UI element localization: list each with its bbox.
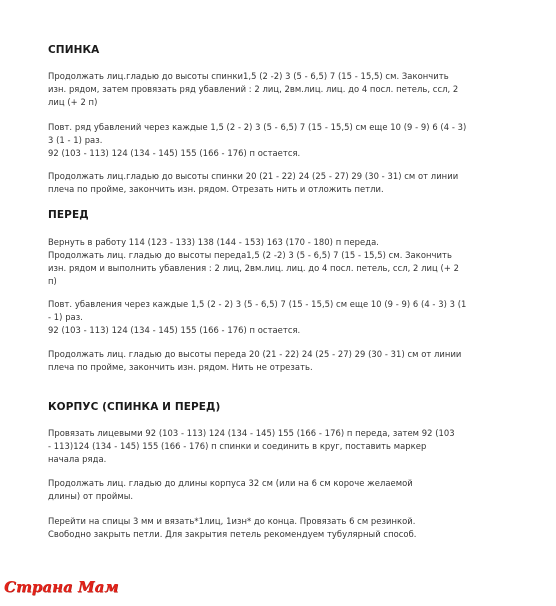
text-line: начала ряда. <box>48 454 107 464</box>
text-line: Продолжать лиц.гладью до высоты спинки1,5 (2 -2) 3 (5 - 6,5) 7 (15 - 15,5) см. Закончить <box>48 71 449 81</box>
text-line: - 113)124 (134 - 145) 155 (166 - 176) п спинки и соединить в круг, поставить маркер <box>48 441 427 451</box>
text-line: - 1) раз. <box>48 312 83 322</box>
text-line: п) <box>48 276 57 286</box>
text-line: Перейти на спицы 3 мм и вязать*1лиц, 1изн* до конца. Провязать 6 см резинкой. <box>48 516 416 526</box>
text-line: плеча по пройме, закончить изн. рядом. Нить не отрезать. <box>48 362 313 372</box>
text-line: плеча по пройме, закончить изн. рядом. Отрезать нить и отложить петли. <box>48 184 384 194</box>
section-heading-body: КОРПУС (СПИНКА И ПЕРЕД) <box>48 401 221 413</box>
section-heading-front: ПЕРЕД <box>48 209 89 221</box>
watermark-logo: Страна Мам <box>4 578 119 596</box>
text-line: 3 (1 - 1) раз. <box>48 135 103 145</box>
text-line: Провязать лицевыми 92 (103 - 113) 124 (134 - 145) 155 (166 - 176) п переда, затем 92 (103 <box>48 428 455 438</box>
section-heading-back: СПИНКА <box>48 44 100 56</box>
text-line: Продолжать лиц. гладью до высоты переда 20 (21 - 22) 24 (25 - 27) 29 (30 - 31) см от линии <box>48 349 462 359</box>
text-line: длины) от проймы. <box>48 491 134 501</box>
text-line: Продолжать лиц. гладью до высоты переда1,5 (2 -2) 3 (5 - 6,5) 7 (15 - 15,5) см. Закончить <box>48 250 452 260</box>
text-line: изн. рядом и выполнить убавления : 2 лиц, 2вм.лиц. лиц. до 4 посл. петель, ссл, 2 лиц (+ 2 <box>48 263 459 273</box>
text-line: 92 (103 - 113) 124 (134 - 145) 155 (166 - 176) п остается. <box>48 325 301 335</box>
text-line: Продолжать лиц.гладью до высоты спинки 20 (21 - 22) 24 (25 - 27) 29 (30 - 31) см от линии <box>48 171 459 181</box>
text-line: Вернуть в работу 114 (123 - 133) 138 (144 - 153) 163 (170 - 180) п переда. <box>48 237 379 247</box>
text-line: 92 (103 - 113) 124 (134 - 145) 155 (166 - 176) п остается. <box>48 148 301 158</box>
text-line: лиц (+ 2 п) <box>48 97 98 107</box>
text-line: Повт. убавления через каждые 1,5 (2 - 2) 3 (5 - 6,5) 7 (15 - 15,5) см еще 10 (9 - 9) 6 (4 - 3) 3 (1 <box>48 299 467 309</box>
text-line: изн. рядом, затем провязать ряд убавлений : 2 лиц, 2вм.лиц. лиц. до 4 посл. петель, ссл, 2 <box>48 84 459 94</box>
text-line: Повт. ряд убавлений через каждые 1,5 (2 - 2) 3 (5 - 6,5) 7 (15 - 15,5) см еще 10 (9 - 9) 6 (4 - 3) <box>48 122 467 132</box>
text-line: Свободно закрыть петли. Для закрытия петель рекомендуем тубулярный способ. <box>48 529 417 539</box>
text-line: Продолжать лиц. гладью до длины корпуса 32 см (или на 6 см короче желаемой <box>48 478 413 488</box>
